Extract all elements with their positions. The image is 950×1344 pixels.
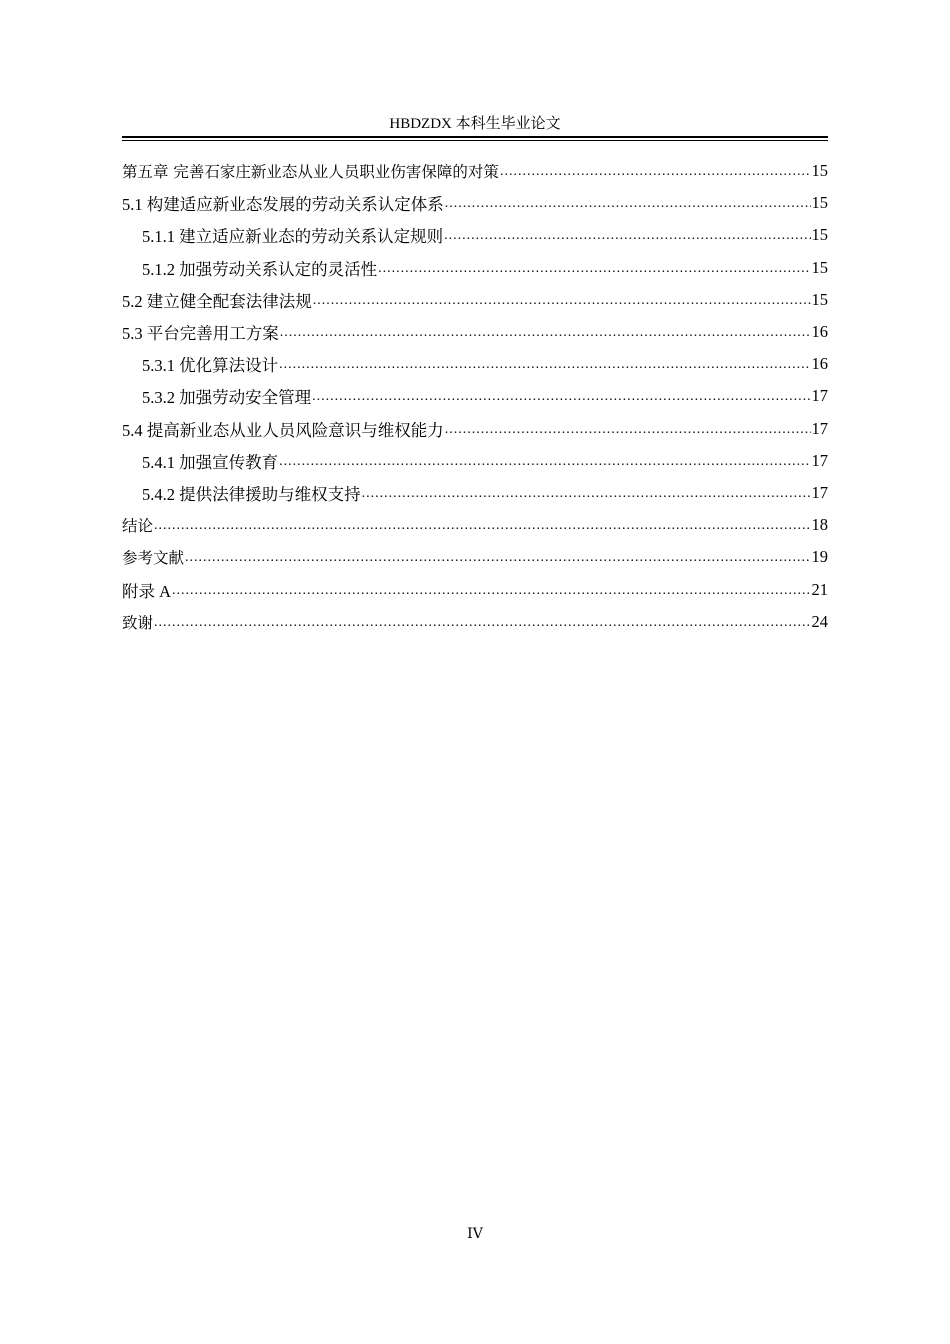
toc-dot-leader bbox=[362, 486, 811, 502]
toc-dot-leader bbox=[280, 325, 811, 341]
toc-dot-leader bbox=[154, 615, 810, 631]
toc-dot-leader bbox=[154, 518, 810, 534]
toc-entry[interactable] bbox=[122, 348, 828, 380]
toc-entry[interactable] bbox=[122, 573, 828, 605]
toc-dot-leader bbox=[185, 550, 810, 566]
toc-entry-label: 结论 bbox=[122, 517, 154, 536]
page-number: IV bbox=[467, 1226, 483, 1242]
toc-dot-leader bbox=[378, 261, 810, 277]
toc-entry-page: 16 bbox=[811, 354, 828, 374]
toc-entry[interactable] bbox=[122, 477, 828, 509]
toc-dot-leader bbox=[445, 196, 811, 212]
toc-entry[interactable] bbox=[122, 284, 828, 316]
toc-dot-leader bbox=[279, 357, 810, 373]
toc-entry-page: 24 bbox=[811, 611, 828, 631]
header-rule-thin bbox=[122, 140, 828, 141]
toc-dot-leader bbox=[445, 422, 811, 438]
toc-entry[interactable] bbox=[122, 219, 828, 251]
toc-entry-label: 致谢 bbox=[122, 613, 154, 632]
toc-entry-label: 参考文献 bbox=[122, 549, 185, 568]
toc-entry[interactable] bbox=[122, 541, 828, 573]
toc-entry[interactable] bbox=[122, 316, 828, 348]
toc-entry-label: 5.4 提高新业态从业人员风险意识与维权能力 bbox=[122, 420, 444, 440]
toc-entry-page: 17 bbox=[811, 482, 828, 502]
toc-entry-label: 5.1.1 建立适应新业态的劳动关系认定规则 bbox=[142, 227, 444, 247]
toc-entry-label: 5.3.1 优化算法设计 bbox=[142, 356, 279, 376]
toc-entry-page: 15 bbox=[811, 257, 828, 277]
toc-entry-page: 15 bbox=[811, 193, 828, 213]
toc-entry-page: 21 bbox=[811, 579, 828, 599]
toc-entry[interactable] bbox=[122, 445, 828, 477]
toc-entry-page: 17 bbox=[811, 418, 828, 438]
toc-dot-leader bbox=[312, 389, 810, 405]
toc-entry[interactable] bbox=[122, 155, 828, 187]
toc-entry-page: 17 bbox=[811, 386, 828, 406]
toc-dot-leader bbox=[313, 293, 811, 309]
toc-entry-label: 5.3.2 加强劳动安全管理 bbox=[142, 388, 312, 408]
toc-entry[interactable] bbox=[122, 413, 828, 445]
toc-entry-page: 17 bbox=[811, 450, 828, 470]
toc-dot-leader bbox=[279, 454, 810, 470]
toc-dot-leader bbox=[172, 583, 810, 599]
toc-entry-page: 18 bbox=[811, 515, 828, 535]
toc-entry-label: 5.3 平台完善用工方案 bbox=[122, 324, 279, 344]
toc-entry-page: 19 bbox=[811, 547, 828, 567]
header-rule-thick bbox=[122, 136, 828, 138]
toc-dot-leader bbox=[444, 228, 810, 244]
toc-dot-leader bbox=[500, 164, 811, 180]
page-header: HBDZDX 本科生毕业论文 bbox=[389, 116, 561, 132]
toc-entry-label: 5.4.1 加强宣传教育 bbox=[142, 452, 279, 472]
toc-entry-label: 附录 A bbox=[122, 581, 172, 601]
toc-entry[interactable] bbox=[122, 606, 828, 638]
table-of-contents bbox=[122, 155, 828, 638]
toc-entry[interactable] bbox=[122, 509, 828, 541]
toc-entry-label: 5.1.2 加强劳动关系认定的灵活性 bbox=[142, 259, 378, 279]
toc-entry-page: 15 bbox=[811, 225, 828, 245]
toc-entry-page: 16 bbox=[811, 322, 828, 342]
toc-entry-label: 第五章 完善石家庄新业态从业人员职业伤害保障的对策 bbox=[122, 163, 499, 182]
toc-entry-label: 5.2 建立健全配套法律法规 bbox=[122, 291, 312, 311]
toc-entry-label: 5.1 构建适应新业态发展的劳动关系认定体系 bbox=[122, 195, 444, 215]
toc-entry-page: 15 bbox=[811, 161, 828, 181]
toc-entry-label: 5.4.2 提供法律援助与维权支持 bbox=[142, 484, 361, 504]
toc-entry[interactable] bbox=[122, 187, 828, 219]
toc-entry-page: 15 bbox=[811, 289, 828, 309]
toc-entry[interactable] bbox=[122, 252, 828, 284]
toc-entry[interactable] bbox=[122, 380, 828, 412]
